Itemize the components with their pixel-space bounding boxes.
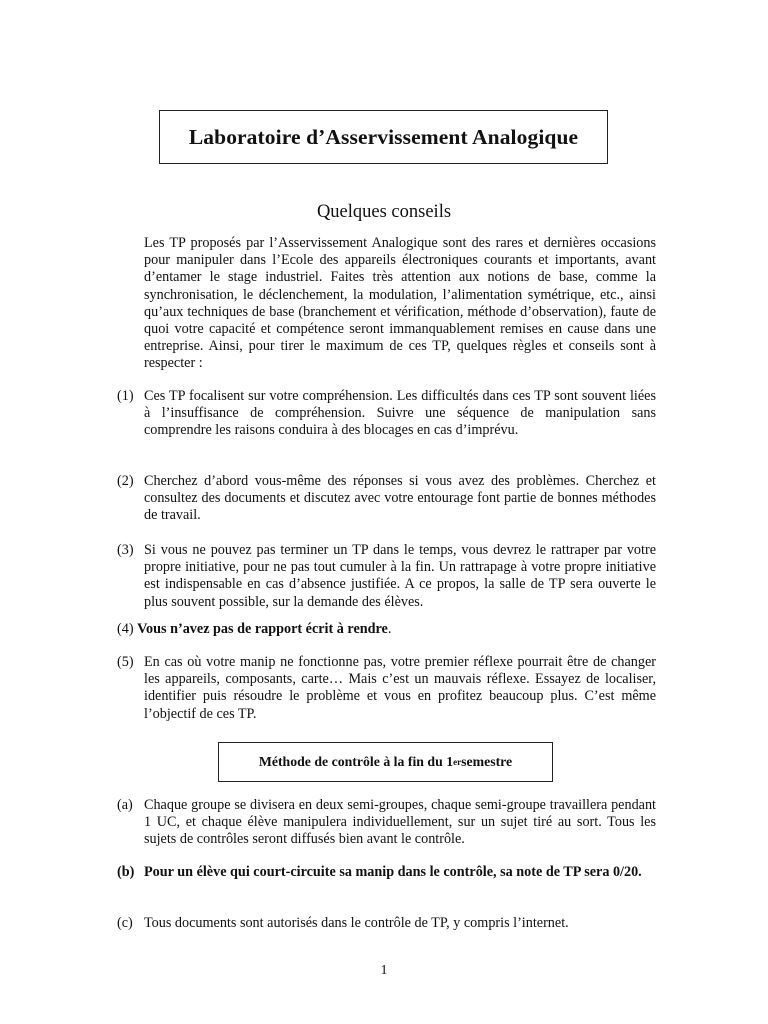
document-title: Laboratoire d’Asservissement Analogique: [188, 124, 579, 149]
section-subtitle: Quelques conseils: [316, 202, 452, 222]
conseil-text: Ces TP focalisent sur votre compréhension. Les difficultés dans ces TP sont souvent liées à l’insuffisance de compréhension. Suivre une séquence de manipulation sans comprendre les raisons conduira à des blocages en cas d’imprévu.: [144, 388, 656, 439]
conseil-item-1: [117, 388, 656, 440]
controle-number: (c): [117, 915, 133, 931]
conseil-number: (5): [117, 654, 134, 670]
controle-number: (a): [117, 797, 133, 813]
conseil-number: (2): [117, 473, 134, 489]
page-number: 1: [380, 963, 388, 978]
conseil-number: (4): [117, 621, 134, 637]
controle-number: (b): [117, 864, 135, 880]
conseil-number: (1): [117, 388, 134, 404]
intro-paragraph: Les TP proposés par l’Asservissement Analogique sont des rares et dernières occasions pour manipuler dans l’Ecole des appareils électroniques courants et importants, avant d’entamer le stage industriel. Faites très attention aux notions de base, comme la synchronisation, le déclenchement, la modulation, l’alimentation symétrique, etc., ainsi qu’aux techniques de base (branchement et vérification, méthode d’observation), faute de quoi votre capacité et compétence seront immanquablement remises en cause dans une entreprise. Ainsi, pour tirer le maximum de ces TP, quelques règles et conseils sont à respecter :: [144, 235, 656, 372]
conseil-suffix: .: [387, 621, 392, 637]
conseil-item-3: [117, 542, 656, 611]
conseil-text-bold: Vous n’avez pas de rapport écrit à rendre: [137, 621, 388, 637]
method-heading-suffix: semestre: [461, 754, 513, 769]
controle-text: Chaque groupe se divisera en deux semi-groupes, chaque semi-groupe travaillera pendant 1 UC, et chaque élève manipulera individuellement, sur un sujet tiré au sort. Tous les sujets de contrôles seront diffusés bien avant le contrôle.: [144, 797, 656, 848]
controle-text: Pour un élève qui court-circuite sa manip dans le contrôle, sa note de TP sera 0/20.: [144, 864, 642, 880]
method-heading-prefix: Méthode de contrôle à la fin du 1: [258, 754, 454, 769]
conseil-item-2: [117, 473, 656, 525]
conseil-text: En cas où votre manip ne fonctionne pas, votre premier réflexe pourrait être de changer les appareils, composants, carte… Mais c’est un mauvais réflexe. Essayez de localiser, identifier puis résoudre le problème et vous en profitez beaucoup plus. C’est même l’objectif de ces TP.: [144, 654, 656, 722]
controle-item-c: [117, 915, 656, 932]
conseil-text: Cherchez d’abord vous-même des réponses si vous avez des problèmes. Cherchez et consultez des documents et discutez avec votre entourage font partie de bonnes méthodes de travail.: [144, 473, 656, 524]
conseil-text: Si vous ne pouvez pas terminer un TP dans le temps, vous devrez le rattraper par votre propre initiative, pour ne pas tout cumuler à la fin. Un rattrapage à votre propre initiative est indispensable en cas d’absence justifiée. A ce propos, la salle de TP sera ouverte le plus souvent possible, sur la demande des élèves.: [144, 542, 656, 610]
controle-item-b: [117, 864, 656, 881]
conseil-line: [117, 621, 656, 638]
conseil-item-4: [117, 621, 656, 638]
method-heading-box: Méthode de contrôle à la fin du 1 er semestre: [218, 742, 553, 782]
title-box: [159, 110, 608, 164]
conseil-number: (3): [117, 542, 134, 558]
controle-text: Tous documents sont autorisés dans le contrôle de TP, y compris l’internet.: [144, 915, 569, 931]
conseil-item-5: [117, 654, 656, 723]
controle-item-a: [117, 797, 656, 849]
